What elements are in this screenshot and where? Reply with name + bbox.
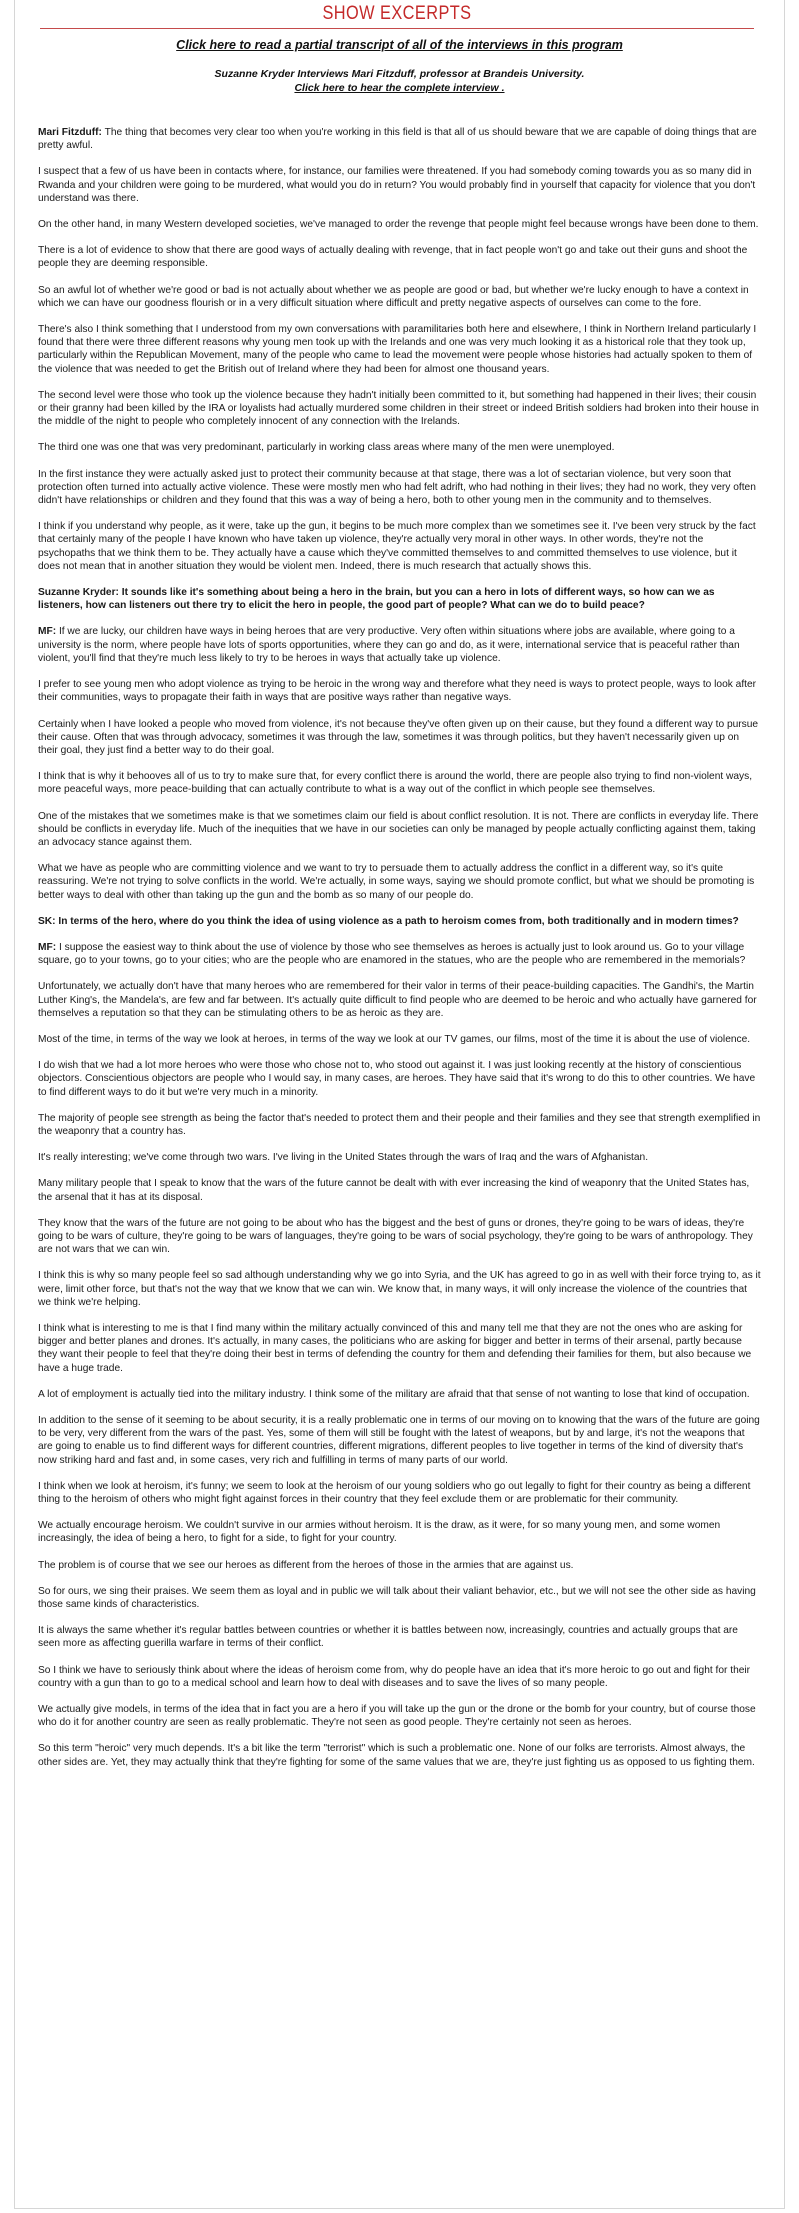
transcript-paragraph xyxy=(38,1322,761,1375)
transcript-paragraph xyxy=(38,1059,761,1099)
paragraph-text: In the first instance they were actually asked just to protect their community because at that stage, there was a lot of sectarian violence, but very soon that protection often turned into actually active violence. These were mostly men who had felt adrift, who had nothing in their lives; they had no work, they very often didn't have relationships or children and they found that this was a way of being a hero, both to other young men in the community and to themselves. xyxy=(38,468,756,507)
paragraph-text: Certainly when I have looked a people who moved from violence, it's not because they've often given up on their cause, but they found a different way to pursue their cause. Often that was through advocacy, sometimes it was through the law, sometimes it was through politics, but they haven't necessarily given up on their goal, they just find a better way to do their goal. xyxy=(38,718,759,756)
transcript-paragraph xyxy=(38,165,761,205)
transcript-paragraph xyxy=(38,718,761,758)
paragraph-text: I suspect that a few of us have been in contacts where, for instance, our families were threatened. If you had somebody coming towards you as so many did in Rwanda and your children were going to be murdered, what would you do in return? You would probably find in yourself that capacity for violence that you don't understand was there. xyxy=(38,166,756,204)
intro-section xyxy=(0,38,799,95)
transcript-paragraph xyxy=(38,625,761,665)
transcript-paragraph xyxy=(38,810,761,850)
transcript-paragraph xyxy=(38,1480,761,1506)
transcript-paragraph xyxy=(38,1664,761,1690)
transcript-paragraph xyxy=(38,284,761,310)
paragraph-text: One of the mistakes that we sometimes make is that we sometimes claim our field is about conflict resolution. It is not. There are conflicts in everyday life. There should be conflicts in everyday life. Much of the inequities that we have in our societies can only be managed by people actually conflicting against them, taking an advocacy stance against them. xyxy=(38,810,759,848)
transcript-paragraph xyxy=(38,468,761,508)
transcript-paragraph xyxy=(38,941,761,967)
speaker-label: SK: xyxy=(38,915,56,927)
paragraph-text: So I think we have to seriously think about where the ideas of heroism come from, why do people have an idea that it's more heroic to go out and fight for their country with a gun than to go to a medical school and learn how to deal with diseases and to save the lives of so many people. xyxy=(38,1664,751,1689)
transcript-paragraph xyxy=(38,678,761,704)
transcript-paragraph xyxy=(38,1742,761,1768)
speaker-label: MF: xyxy=(38,626,57,638)
paragraph-text: A lot of employment is actually tied into the military industry. I think some of the military are afraid that that sense of not wanting to lose that kind of occupation. xyxy=(38,1388,750,1400)
paragraph-text: What we have as people who are committing violence and we want to try to persuade them to actually address the conflict in a different way, so it's quite reassuring. We're not trying to solve conflicts in the world. We're actually, in some ways, saying we should promote conflict, but what we should be promoting is better ways to deal with other than taking up the gun and the bomb as so many of our people do. xyxy=(38,863,755,901)
transcript-paragraph xyxy=(38,1624,761,1650)
paragraph-text: It sounds like it's something about being a hero in the brain, but you can a hero in lots of different ways, so how can we as listeners, how can listeners out there try to elicit the hero in people, the good part of people? What can we do to build peace? xyxy=(38,587,715,612)
paragraph-text: There is a lot of evidence to show that there are good ways of actually dealing with revenge, that in fact people won't go and take out their guns and shoot the people they are deeming responsible. xyxy=(38,245,748,270)
transcript-paragraph xyxy=(38,1519,761,1545)
transcript-paragraph xyxy=(38,323,761,376)
transcript-paragraph xyxy=(38,586,761,612)
transcript-paragraph xyxy=(38,389,761,429)
paragraph-text: I do wish that we had a lot more heroes who were those who chose not to, who stood out against it. I was just looking recently at the history of conscientious objectors. Conscientious objectors are people who I would say, in many cases, are heroes. They have said that it's wrong to do this to other countries. We have to find different ways to do it but we're very much in a minority. xyxy=(38,1060,756,1098)
transcript-link[interactable]: Click here to read a partial transcript of all of the interviews in this program xyxy=(176,38,623,52)
paragraph-text: It is always the same whether it's regular battles between countries or whether it is battles between now, increasingly, countries and actually groups that are seen more as affecting guerilla warfare in terms of their conflict. xyxy=(38,1625,738,1650)
paragraph-text: The thing that becomes very clear too when you're working in this field is that all of us should beware that we are capable of doing things that are pretty awful. xyxy=(38,127,757,152)
transcript-paragraph xyxy=(38,770,761,796)
speaker-label: Mari Fitzduff: xyxy=(38,127,102,138)
complete-interview-link[interactable]: Click here to hear the complete interview . xyxy=(294,82,505,94)
transcript-paragraph xyxy=(38,1033,761,1046)
transcript-paragraph xyxy=(38,980,761,1020)
paragraph-text: The majority of people see strength as being the factor that's needed to protect them and their people and their families and they see that strength exemplified in the weaponry that a country has. xyxy=(38,1112,761,1137)
paragraph-text: It's really interesting; we've come through two wars. I've living in the United States through the wars of Iraq and the wars of Afghanistan. xyxy=(38,1152,649,1164)
paragraph-text: I think this is why so many people feel so sad although understanding why we go into Syria, and the UK has agreed to go in as well with their force trying to, as it were, limit other force, but that's not the way that we know that we can win. We know that, in many ways, it will only increase the violence of the countries that we think we're helping. xyxy=(38,1270,761,1308)
transcript-paragraph xyxy=(38,520,761,573)
paragraph-text: The second level were those who took up the violence because they hadn't initially been committed to it, but something had happened in their lives; their cousin or their granny had been killed by the IRA or loyalists had actually murdered some children in their street or indeed British soldiers had broken into their house in the middle of the night to people who completely innocent of any connection with the Irelands. xyxy=(38,389,759,428)
paragraph-text: In addition to the sense of it seeming to be about security, it is a really problematic one in terms of our moving on to knowing that the wars of the future are going to be very, very different from the wars of the past. Yes, some of them will still be fought with the latest of weapons, but by and large, it's not the weapons that are going to enable us to find different ways for different countries, different migrations, different peoples to live together in terms of the kind of diversity that's now striking hard and fast and, in some cases, very rich and fulfilling in terms of many parts of our world. xyxy=(38,1415,760,1466)
transcript-paragraph xyxy=(38,1112,761,1138)
paragraph-text: I suppose the easiest way to think about the use of violence by those who see themselves as heroes is actually just to look around us. Go to your village square, go to your towns, go to your cities; who are the people who are enamored in the statues, who are the people who are remembered in the memorials? xyxy=(38,941,746,967)
interview-subtitle: Suzanne Kryder Interviews Mari Fitzduff, professor at Brandeis University. xyxy=(214,68,585,80)
speaker-label: Suzanne Kryder: xyxy=(38,587,119,599)
transcript-paragraph xyxy=(38,1559,761,1572)
paragraph-text: On the other hand, in many Western developed societies, we've managed to order the revenge that people might feel because wrongs have been done to them. xyxy=(38,219,759,231)
paragraph-text: I prefer to see young men who adopt violence as trying to be heroic in the wrong way and therefore what they need is ways to protect people, ways to look after their communities, ways to propagate their faith in ways that are positive ways rather than negative ways. xyxy=(38,679,757,704)
paragraph-text: We actually encourage heroism. We couldn't survive in our armies without heroism. It is the draw, as it were, for so many young men, and some women increasingly, the idea of being a hero, to fight for a side, to fight for your country. xyxy=(38,1520,721,1545)
paragraph-text: They know that the wars of the future are not going to be about who has the biggest and the best of guns or drones, they're going to be wars of ideas, they're going to be wars of culture, they're going to be wars of languages, they're going to be wars of social psychology, they're going to be wars of anthropology. They are not wars that we can win. xyxy=(38,1217,753,1256)
paragraph-text: Many military people that I speak to know that the wars of the future cannot be dealt with with ever increasing the kind of weaponry that the United States has, the arsenal that it has at its disposal. xyxy=(38,1178,750,1203)
paragraph-text: We actually give models, in terms of the idea that in fact you are a hero if you will take up the gun or the drone or the bomb for your country, but of course those who do it for another country are seen as really problematic. They're not seen as good people. They're certainly not seen as heroes. xyxy=(38,1704,756,1729)
transcript-paragraph xyxy=(38,1151,761,1164)
transcript-paragraph xyxy=(38,1388,761,1401)
paragraph-text: If we are lucky, our children have ways in being heroes that are very productive. Very often within situations where jobs are available, where going to a university is the norm, where people have lots of sports opportunities, where they can go and do, as it were, international service that is peaceful rather than violent, you'll find that they're much less likely to try to be heroes in ways that actually take up violence. xyxy=(38,626,740,664)
transcript-paragraph xyxy=(38,1177,761,1203)
paragraph-text: I think when we look at heroism, it's funny; we seem to look at the heroism of our young soldiers who go out legally to fight for their country as being a different thing to the heroism of others who might fight against forces in their country that they feel exclude them or are problematic for their community. xyxy=(38,1480,751,1506)
speaker-label: MF: xyxy=(38,941,57,953)
paragraph-text: Unfortunately, we actually don't have that many heroes who are remembered for their valor in terms of their peace-building capacities. The Gandhi's, the Martin Luther King's, the Mandela's, are few and far between. It's actually quite difficult to find people who are deemed to be heroic and who actually have garnered for themselves a reputation so that they can be stimulating others to be as heroic as they are. xyxy=(38,981,757,1019)
show-excerpts-header xyxy=(40,0,754,29)
paragraph-text: So this term "heroic" very much depends. It's a bit like the term "terrorist" which is such a problematic one. None of our folks are terrorists. Almost always, the other sides are. Yet, they may actually think that they're fighting for some of the same values that we are, they're just fighting us as opposed to us fighting them. xyxy=(38,1743,755,1768)
transcript-paragraph xyxy=(38,244,761,270)
transcript-paragraph xyxy=(38,1269,761,1309)
transcript-paragraph xyxy=(38,1585,761,1611)
paragraph-text: There's also I think something that I understood from my own conversations with paramilitaries both here and elsewhere, I think in Northern Ireland particularly I found that there were three different reasons why young men took up with the Irelands and one was very much looking it as a historical role that they took up, particularly within the Republican Movement, many of the people who came to lead the movement were people whose histories had actually spoken to them of the violence that was needed to get the British out of Ireland where they had been for almost one thousand years. xyxy=(38,324,757,375)
paragraph-text: So an awful lot of whether we're good or bad is not actually about whether we as people are good or bad, but whether we're lucky enough to have a context in which we can have our goodness flourish or in a very difficult situation where difficult and pretty negative aspects of ourselves can come to the fore. xyxy=(38,284,749,309)
transcript-paragraph xyxy=(38,1217,761,1257)
transcript-paragraph xyxy=(38,126,761,152)
transcript-paragraph xyxy=(38,862,761,902)
paragraph-text: In terms of the hero, where do you think the idea of using violence as a path to heroism comes from, both traditionally and in modern times? xyxy=(55,915,739,927)
transcript-paragraph xyxy=(38,218,761,231)
transcript-paragraph xyxy=(38,915,761,928)
paragraph-text: I think what is interesting to me is that I find many within the military actually convinced of this and many tell me that they are not the ones who are asking for bigger and better planes and drones. It's actually, in many cases, the politicians who are asking for bigger and better in terms of their arsenal, partly because they want their people to feel that they're doing their best in terms of defending the country for them and defending their families for them, but also because we have a huge trade. xyxy=(38,1323,752,1374)
transcript-paragraph xyxy=(38,441,761,454)
transcript-body xyxy=(38,126,761,1782)
paragraph-text: The problem is of course that we see our heroes as different from the heroes of those in the armies that are against us. xyxy=(38,1559,574,1571)
paragraph-text: I think that is why it behooves all of us to try to make sure that, for every conflict there is around the world, there are people also trying to find non-violent ways, more peaceful ways, more peace-building that can actually contribute to what is a way out of the conflict in which people see themselves. xyxy=(38,771,753,796)
page-title xyxy=(90,3,704,25)
page-title-text: SHOW EXCERPTS xyxy=(317,3,476,24)
paragraph-text: So for ours, we sing their praises. We seem them as loyal and in public we will talk about their valiant behavior, etc., but we will not see the other side as having those same kinds of characteristics. xyxy=(38,1585,756,1611)
paragraph-text: I think if you understand why people, as it were, take up the gun, it begins to be much more complex than we sometimes see it. I've been very struck by the fact that certainly many of the people I have known who have taken up violence, they're actually very moral in other ways. In other words, they're not the psychopaths that we think them to be. They actually have a cause which they've committed themselves to and committed themselves to use violence, but it does not mean that in another situation they would be violent men. Indeed, there is much research that actually shows this. xyxy=(38,521,756,572)
transcript-paragraph xyxy=(38,1703,761,1729)
paragraph-text: Most of the time, in terms of the way we look at heroes, in terms of the way we look at our TV games, our films, most of the time it is about the use of violence. xyxy=(38,1033,751,1045)
transcript-paragraph xyxy=(38,1414,761,1467)
paragraph-text: The third one was one that was very predominant, particularly in working class areas where many of the men were unemployed. xyxy=(38,442,615,454)
